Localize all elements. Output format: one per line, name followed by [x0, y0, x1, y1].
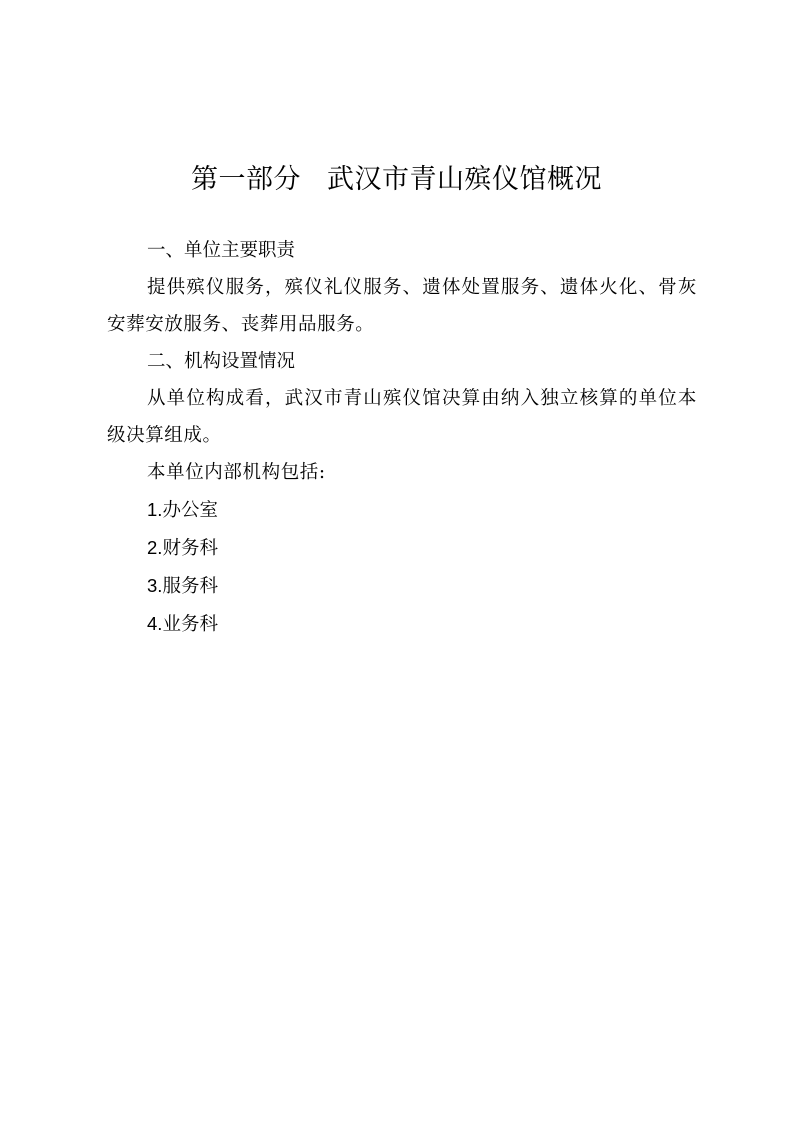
item-number: 3. — [147, 575, 163, 596]
section-responsibilities — [107, 232, 697, 343]
item-text: 办公室 — [162, 500, 218, 521]
title-part: 第一部分 — [191, 164, 301, 195]
section-organization — [107, 343, 697, 643]
item-number: 4. — [147, 613, 163, 634]
item-number: 2. — [147, 537, 163, 558]
organization-paragraph: 从单位构成看，武汉市青山殡仪馆决算由纳入独立核算的单位本级决算组成。 — [107, 388, 697, 446]
list-item — [107, 529, 697, 567]
list-item — [107, 491, 697, 529]
item-text: 财务科 — [162, 538, 218, 559]
internal-units-intro: 本单位内部机构包括: — [147, 462, 326, 483]
page-title — [0, 160, 793, 200]
item-number: 1. — [147, 499, 163, 520]
title-name: 武汉市青山殡仪馆概况 — [327, 164, 602, 195]
list-item — [107, 567, 697, 605]
section-heading: 二、机构设置情况 — [147, 351, 296, 372]
item-text: 业务科 — [162, 614, 218, 635]
list-item — [107, 605, 697, 643]
item-text: 服务科 — [162, 576, 218, 597]
responsibilities-paragraph: 提供殡仪服务，殡仪礼仪服务、遗体处置服务、遗体火化、骨灰安葬安放服务、丧葬用品服务。 — [107, 277, 697, 335]
section-heading: 一、单位主要职责 — [147, 240, 296, 261]
